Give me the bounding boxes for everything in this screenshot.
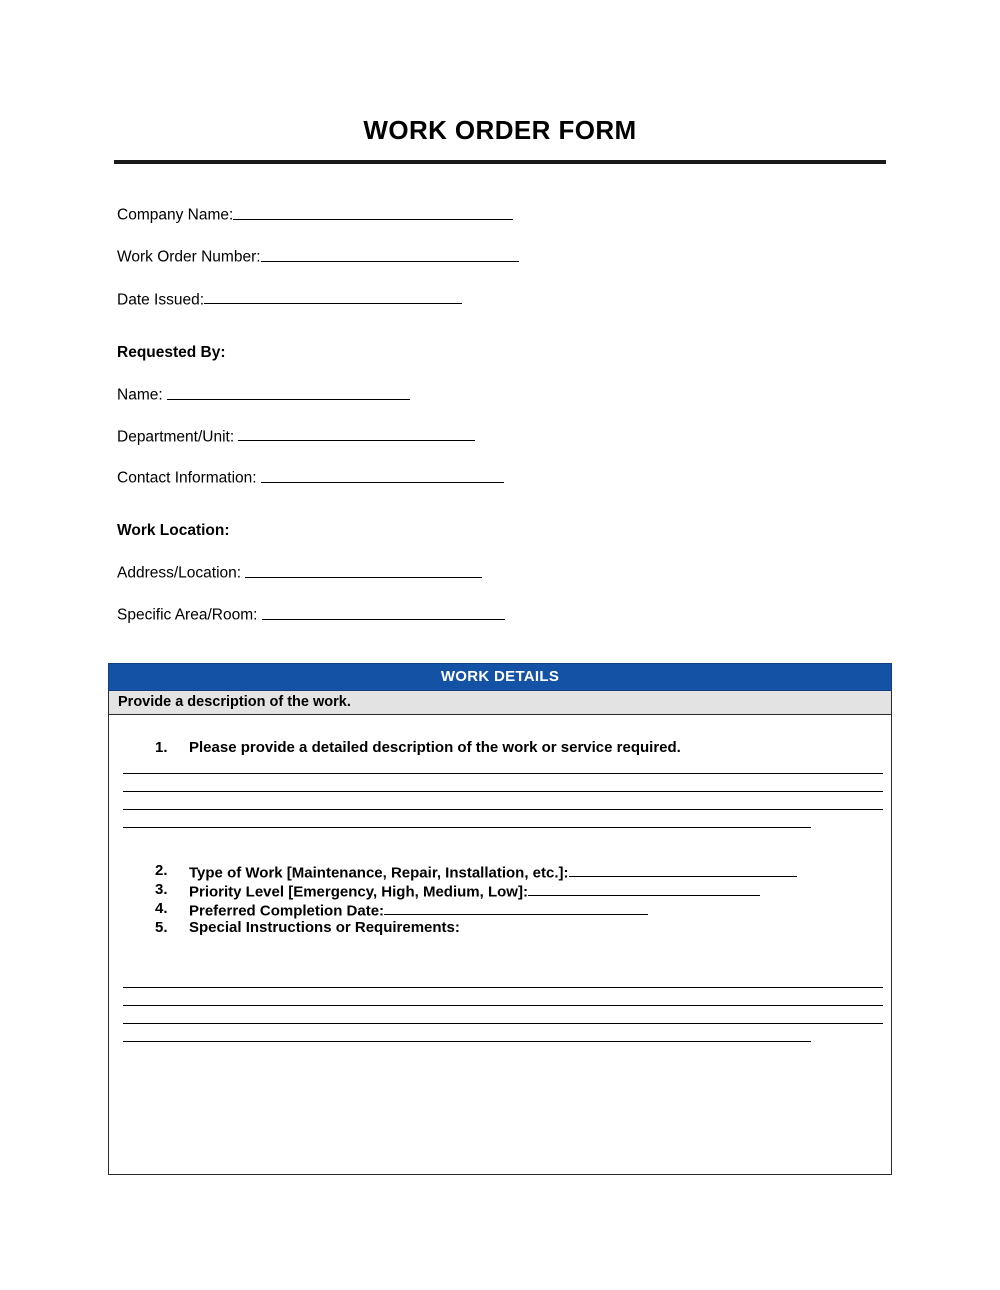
work-details-item-3	[117, 881, 883, 900]
field-address-location	[117, 562, 1000, 583]
special-instructions-line-2[interactable]	[123, 988, 883, 1006]
field-contact-information-input[interactable]	[261, 467, 504, 483]
requested-by-heading: Requested By:	[117, 343, 226, 361]
work-details-item-4	[117, 900, 883, 919]
field-company-name-input[interactable]	[233, 204, 513, 220]
field-work-order-number-label: Work Order Number:	[117, 249, 261, 267]
description-write-lines	[117, 756, 883, 828]
work-details-item-4-text: Preferred Completion Date:	[189, 902, 385, 920]
page-title: WORK ORDER FORM	[363, 115, 637, 145]
work-details-item-5	[117, 919, 883, 936]
work-details-item-4-input[interactable]	[384, 900, 648, 915]
work-location-heading: Work Location:	[117, 522, 230, 540]
work-details-item-1	[117, 739, 883, 756]
work-details-banner: WORK DETAILS	[108, 663, 892, 691]
field-date-issued-label: Date Issued:	[117, 291, 205, 309]
field-requester-name-input[interactable]	[167, 384, 410, 400]
work-details-item-1-text: Please provide a detailed description of the work or service required.	[189, 738, 681, 756]
work-details-item-1-number: 1.	[155, 738, 168, 756]
field-company-name	[117, 204, 1000, 225]
field-contact-information-label: Contact Information:	[117, 470, 261, 488]
field-date-issued-input[interactable]	[204, 289, 462, 305]
work-details-item-2	[117, 862, 883, 881]
field-requester-name-label: Name:	[117, 386, 167, 404]
work-details-item-2-text: Type of Work [Maintenance, Repair, Installation, etc.]:	[189, 863, 569, 881]
work-details-item-2-number: 2.	[155, 861, 168, 879]
description-line-1[interactable]	[123, 756, 883, 774]
special-instructions-line-3[interactable]	[123, 1006, 883, 1024]
work-details-section	[108, 663, 892, 1175]
work-details-item-5-text: Special Instructions or Requirements:	[189, 919, 460, 937]
field-contact-information	[117, 467, 1000, 488]
special-instructions-write-lines	[117, 970, 883, 1042]
field-address-location-label: Address/Location:	[117, 564, 246, 582]
special-instructions-line-1[interactable]	[123, 970, 883, 988]
description-line-4[interactable]	[123, 810, 811, 828]
work-details-item-5-number: 5.	[155, 919, 168, 937]
field-department-unit-input[interactable]	[238, 426, 475, 442]
work-details-subbar: Provide a description of the work.	[108, 691, 892, 715]
field-date-issued	[117, 289, 1000, 310]
title-divider	[114, 160, 886, 164]
work-details-item-list	[117, 739, 883, 1043]
top-fields-group	[0, 204, 1000, 625]
work-details-item-3-text: Priority Level [Emergency, High, Medium, Low]:	[189, 883, 528, 901]
field-work-order-number	[117, 246, 1000, 267]
special-instructions-line-4[interactable]	[123, 1024, 811, 1042]
work-details-item-3-number: 3.	[155, 880, 168, 898]
field-company-name-label: Company Name:	[117, 206, 234, 224]
description-line-2[interactable]	[123, 774, 883, 792]
work-details-item-3-input[interactable]	[528, 881, 760, 896]
field-specific-area-room-input[interactable]	[262, 604, 505, 620]
work-details-body	[108, 715, 892, 1175]
field-requester-name	[117, 384, 1000, 405]
work-details-item-4-number: 4.	[155, 900, 168, 918]
description-line-3[interactable]	[123, 792, 883, 810]
field-address-location-input[interactable]	[245, 562, 482, 578]
field-work-order-number-input[interactable]	[261, 246, 519, 262]
field-department-unit	[117, 426, 1000, 447]
field-department-unit-label: Department/Unit:	[117, 428, 239, 446]
work-details-item-2-input[interactable]	[569, 862, 797, 877]
field-specific-area-room-label: Specific Area/Room:	[117, 606, 262, 624]
field-specific-area-room	[117, 604, 1000, 625]
